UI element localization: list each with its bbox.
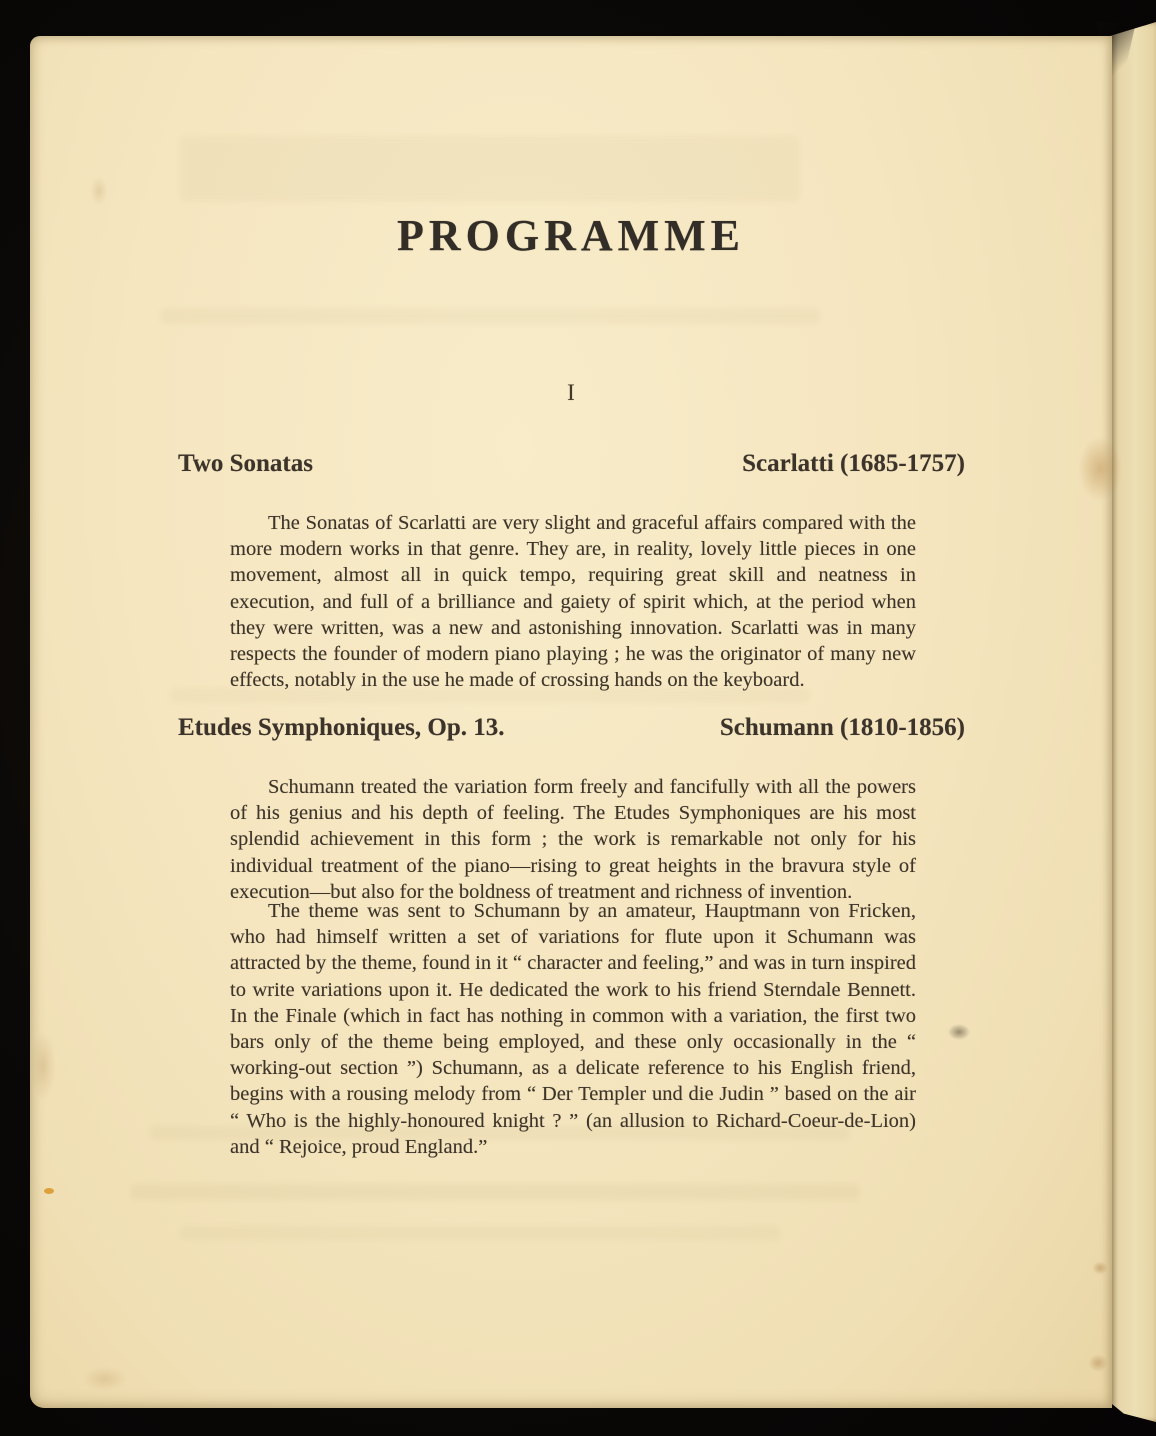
composer-name: Scarlatti (1685-1757) <box>742 450 965 477</box>
programme-item-heading <box>178 714 965 742</box>
show-through-ghost <box>180 136 800 202</box>
foxing-stain <box>90 176 108 206</box>
programme-note: The theme was sent to Schumann by an amateur, Hauptmann von Fricken, who had himself written a set of variations for flute upon it Schumann was attracted by the theme, found in it “ character and feeling,” and was in turn inspired to write variations upon it. He dedicated the work to his friend Sterndale Bennett. In the Finale (which in fact has nothing in common with a variation, the first two bars only of the theme being employed, and these only occasionally in the “ working-out section ”) Schumann, as a delicate reference to his English friend, begins with a rousing melody from “ Der Templer und die Judin ” based on the air “ Who is the highly-honoured knight ? ” (an allusion to Richard-Coeur-de-Lion) and “ Rejoice, proud England.” <box>230 900 916 1158</box>
show-through-ghost <box>160 308 820 324</box>
section-numeral: I <box>567 380 575 405</box>
composer-name: Schumann (1810-1856) <box>719 714 965 741</box>
foxing-stain <box>82 1366 128 1392</box>
foxing-stain <box>1088 1354 1108 1372</box>
programme-item-heading <box>178 450 965 478</box>
programme-note: The Sonatas of Scarlatti are very slight and graceful affairs compared with the more modern works in that genre. They are, in reality, lovely little pieces in one movement, almost all in quick tempo, requiring great skill and neatness in execution, and full of a brilliance and gaiety of spirit which, at the period when they were written, was a new and astonishing innovation. Scarlatti was in many respects the founder of modern piano playing ; he was the originator of many new effects, notably in the use he made of crossing hands on the keyboard. <box>230 512 916 692</box>
page-title: PROGRAMME <box>396 211 746 260</box>
work-title: Two Sonatas <box>178 450 313 477</box>
work-title: Etudes Symphoniques, Op. 13. <box>178 714 505 741</box>
foxing-stain <box>1092 1261 1108 1275</box>
programme-note: Schumann treated the variation form freely and fancifully with all the powers of his genius and his depth of feeling. The Etudes Symphoniques are his most splendid achievement in this form ; the work is remarkable not only for his individual treatment of the piano—rising to great heights in the bravura style of execution—but also for the boldness of treatment and richness of invention. <box>230 776 916 903</box>
foxing-stain <box>44 1188 54 1194</box>
show-through-ghost <box>180 1226 780 1240</box>
foxing-stain <box>30 1031 56 1101</box>
show-through-ghost <box>130 1184 860 1200</box>
ink-smudge <box>948 1024 970 1040</box>
next-page-fore-edge <box>1110 22 1156 1422</box>
programme-page <box>30 36 1112 1408</box>
